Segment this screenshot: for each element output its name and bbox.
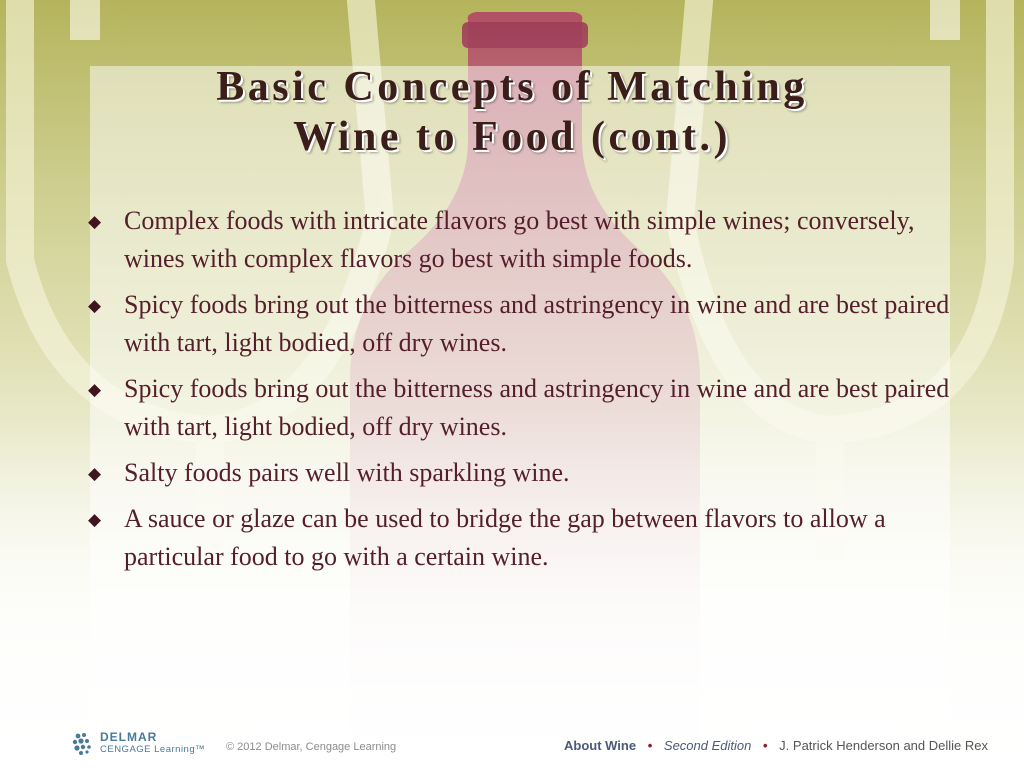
bullet-item — [86, 500, 966, 576]
slide-footer — [0, 730, 1024, 768]
diamond-bullet-icon: ◆ — [88, 380, 102, 399]
bullet-text: A sauce or glaze can be used to bridge the gap between flavors to allow a particular food to go with a certain wine. — [124, 504, 886, 571]
bullet-item — [86, 286, 966, 362]
bullet-item — [86, 370, 966, 446]
diamond-bullet-icon: ◆ — [88, 464, 102, 483]
slide-title — [60, 62, 964, 162]
bullet-list — [86, 202, 966, 584]
separator-dot: • — [647, 738, 653, 753]
title-line-2: Wine to Food (cont.) — [293, 114, 731, 160]
diamond-bullet-icon: ◆ — [88, 296, 102, 315]
logo-wordmark: DELMAR — [100, 730, 158, 744]
bullet-text: Salty foods pairs well with sparkling wine. — [124, 458, 570, 487]
bullet-item — [86, 454, 966, 492]
delmar-dots-icon — [72, 732, 96, 756]
logo-subtitle — [100, 744, 205, 755]
diamond-bullet-icon: ◆ — [88, 510, 102, 529]
trademark-mark: ™ — [195, 744, 206, 755]
book-credit — [564, 738, 988, 753]
logo-subtitle-text: CENGAGE Learning — [100, 744, 196, 755]
separator-dot: • — [762, 738, 768, 753]
diamond-bullet-icon: ◆ — [88, 212, 102, 231]
bullet-text: Complex foods with intricate flavors go best with simple wines; conversely, wines with complex flavors go best with simple foods. — [124, 206, 915, 273]
copyright-notice: © 2012 Delmar, Cengage Learning — [226, 741, 397, 753]
book-authors: J. Patrick Henderson and Dellie Rex — [779, 738, 988, 753]
bullet-text: Spicy foods bring out the bitterness and astringency in wine and are best paired with tart, light bodied, off dry wines. — [124, 374, 950, 441]
book-title: About Wine — [564, 738, 637, 753]
title-line-1: Basic Concepts of Matching — [216, 64, 808, 110]
bullet-item — [86, 202, 966, 278]
bullet-text: Spicy foods bring out the bitterness and astringency in wine and are best paired with tart, light bodied, off dry wines. — [124, 290, 950, 357]
book-edition: Second Edition — [663, 738, 752, 753]
publisher-logo — [72, 730, 212, 760]
